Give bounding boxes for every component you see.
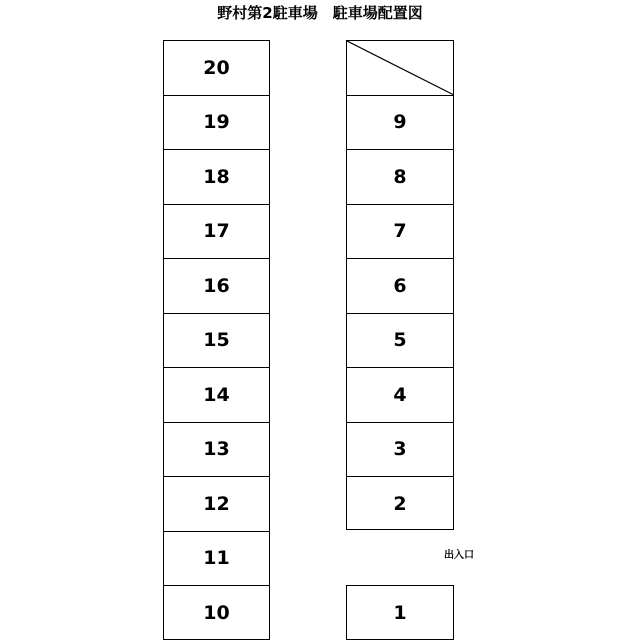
right-parking-row bbox=[346, 40, 454, 530]
parking-slot bbox=[347, 423, 453, 478]
parking-slot-number: 4 bbox=[393, 383, 407, 406]
parking-slot bbox=[347, 205, 453, 260]
parking-slot bbox=[164, 41, 269, 96]
parking-slot-number: 6 bbox=[393, 274, 407, 297]
left-parking-row bbox=[163, 40, 270, 640]
parking-slot-number: 8 bbox=[393, 165, 407, 188]
parking-slot bbox=[164, 314, 269, 369]
diagonal-slash-icon bbox=[347, 41, 453, 95]
parking-slot bbox=[164, 532, 269, 587]
page-title: 野村第2駐車場 駐車場配置図 bbox=[217, 4, 423, 22]
parking-slot bbox=[347, 150, 453, 205]
parking-slot-number: 14 bbox=[203, 383, 230, 406]
parking-slot bbox=[164, 150, 269, 205]
parking-slot-unavailable bbox=[347, 41, 453, 96]
parking-slot bbox=[164, 205, 269, 260]
parking-slot bbox=[347, 96, 453, 151]
right-parking-row-bottom bbox=[346, 585, 454, 640]
parking-slot bbox=[164, 259, 269, 314]
parking-slot-number: 11 bbox=[203, 547, 230, 570]
parking-slot bbox=[347, 477, 453, 532]
parking-slot bbox=[164, 586, 269, 641]
entrance-label: 出入口 bbox=[444, 550, 474, 561]
parking-slot bbox=[164, 368, 269, 423]
parking-slot-number: 16 bbox=[203, 274, 230, 297]
parking-slot-number: 15 bbox=[203, 329, 230, 352]
parking-slot-number: 9 bbox=[393, 111, 407, 134]
parking-slot-number: 7 bbox=[393, 220, 407, 243]
parking-slot bbox=[347, 368, 453, 423]
parking-slot bbox=[164, 423, 269, 478]
parking-slot bbox=[347, 586, 453, 641]
parking-slot bbox=[347, 314, 453, 369]
parking-slot bbox=[164, 96, 269, 151]
parking-slot-number: 1 bbox=[393, 602, 407, 625]
parking-slot-number: 20 bbox=[203, 56, 230, 79]
parking-slot-number: 2 bbox=[393, 493, 407, 516]
parking-slot-number: 10 bbox=[203, 602, 230, 625]
parking-slot-number: 5 bbox=[393, 329, 407, 352]
parking-slot-number: 13 bbox=[203, 438, 230, 461]
parking-slot bbox=[347, 259, 453, 314]
parking-slot-number: 17 bbox=[203, 220, 230, 243]
parking-slot-number: 12 bbox=[203, 492, 230, 515]
parking-slot bbox=[164, 477, 269, 532]
parking-slot-number: 3 bbox=[393, 438, 407, 461]
parking-slot-number: 19 bbox=[203, 111, 230, 134]
parking-slot-number: 18 bbox=[203, 165, 230, 188]
